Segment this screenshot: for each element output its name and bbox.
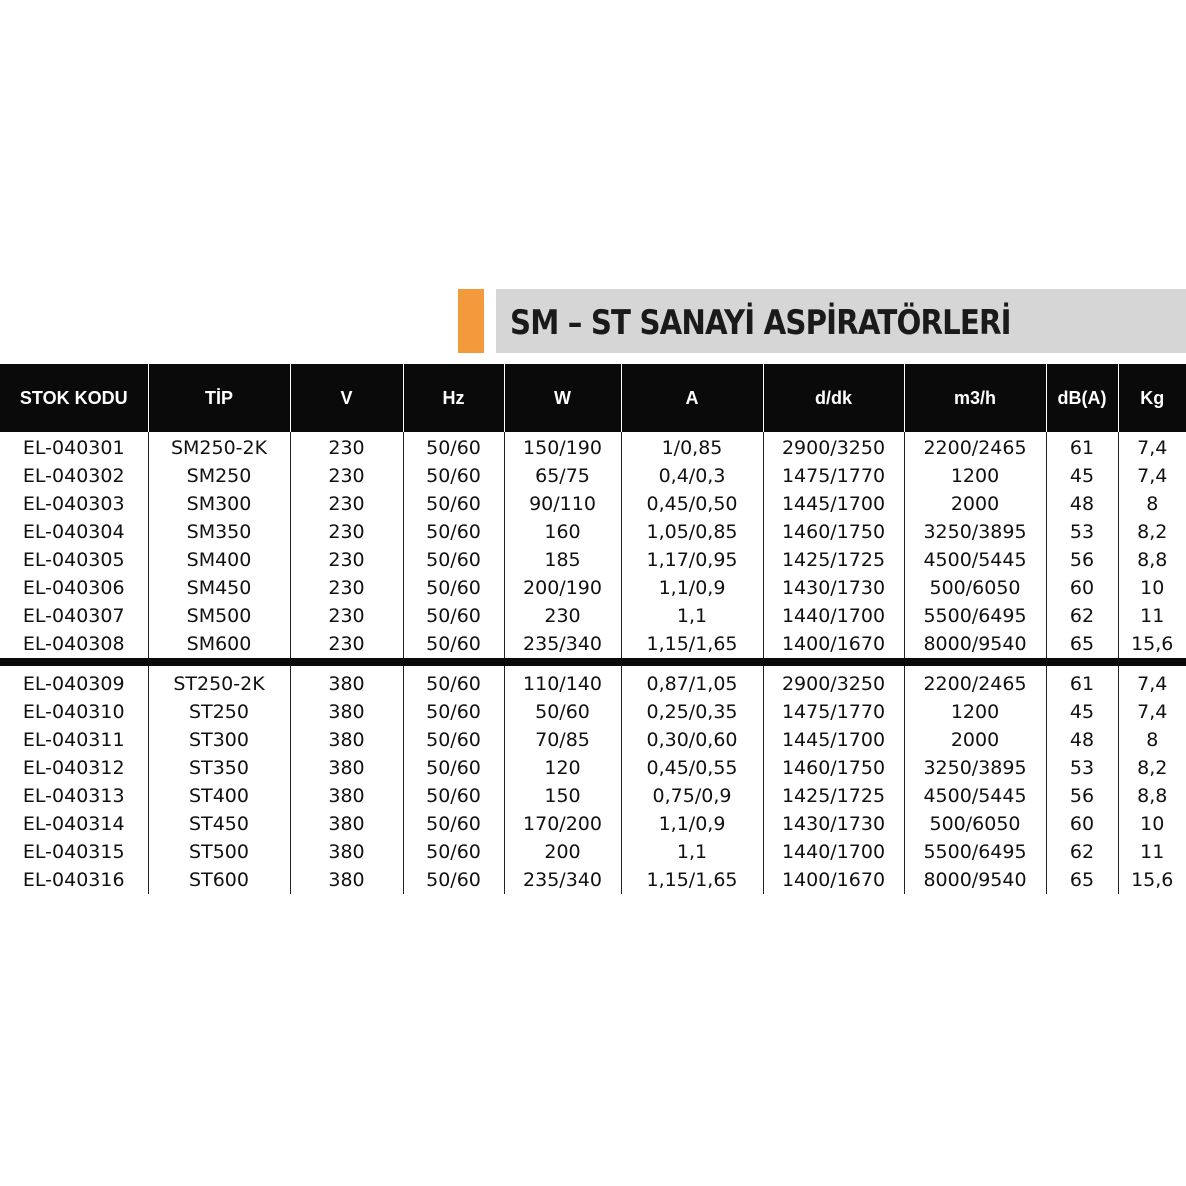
cell-power: 230 [504,602,621,630]
cell-frequency: 50/60 [403,602,504,630]
cell-power: 150/190 [504,432,621,462]
cell-weight: 10 [1118,810,1186,838]
cell-voltage: 230 [290,462,403,490]
column-header-rpm: d/dk [763,364,904,432]
cell-frequency: 50/60 [403,726,504,754]
cell-power: 160 [504,518,621,546]
cell-noise: 56 [1046,546,1118,574]
cell-airflow: 1200 [904,462,1046,490]
cell-voltage: 380 [290,754,403,782]
cell-type: ST250 [148,698,290,726]
cell-rpm: 1425/1725 [763,782,904,810]
cell-voltage: 230 [290,574,403,602]
cell-frequency: 50/60 [403,810,504,838]
cell-current: 1,05/0,85 [621,518,763,546]
cell-stock-code: EL-040316 [22,869,125,891]
cell-type: ST450 [148,810,290,838]
cell-current: 1,1/0,9 [621,574,763,602]
cell-type: SM300 [148,490,290,518]
cell-rpm: 1430/1730 [763,574,904,602]
cell-current: 1,17/0,95 [621,546,763,574]
cell-stock-code: EL-040307 [22,605,125,627]
cell-weight: 7,4 [1118,432,1186,462]
cell-current: 0,45/0,55 [621,754,763,782]
cell-current: 1,1 [621,838,763,866]
cell-voltage: 230 [290,546,403,574]
cell-current: 0,75/0,9 [621,782,763,810]
cell-airflow: 2000 [904,726,1046,754]
table-row [0,462,1186,490]
cell-stock-code: EL-040306 [22,577,125,599]
cell-type: ST250-2K [148,666,290,698]
product-spec-table [0,364,1186,894]
cell-airflow: 500/6050 [904,574,1046,602]
column-header-weight: Kg [1118,364,1186,432]
cell-power: 235/340 [504,630,621,658]
cell-rpm: 2900/3250 [763,432,904,462]
cell-noise: 45 [1046,462,1118,490]
cell-rpm: 1430/1730 [763,810,904,838]
cell-power: 50/60 [504,698,621,726]
cell-type: SM400 [148,546,290,574]
cell-voltage: 380 [290,838,403,866]
column-header-current: A [621,364,763,432]
cell-weight: 8 [1118,490,1186,518]
cell-type: ST300 [148,726,290,754]
cell-noise: 60 [1046,574,1118,602]
cell-stock-code: EL-040313 [22,785,125,807]
cell-voltage: 380 [290,810,403,838]
cell-power: 90/110 [504,490,621,518]
table-header-row [0,364,1186,432]
cell-power: 65/75 [504,462,621,490]
cell-noise: 65 [1046,866,1118,894]
cell-frequency: 50/60 [403,838,504,866]
table-row [0,838,1186,866]
cell-stock-code: EL-040315 [22,841,125,863]
cell-power: 200 [504,838,621,866]
group-divider-line [0,658,1186,666]
title-banner [496,289,1186,353]
column-header-type: TİP [148,364,290,432]
cell-airflow: 4500/5445 [904,546,1046,574]
cell-type: ST350 [148,754,290,782]
cell-stock-code: EL-040311 [22,729,125,751]
cell-power: 150 [504,782,621,810]
table-row [0,698,1186,726]
group-divider [0,658,1186,666]
cell-type: SM450 [148,574,290,602]
cell-frequency: 50/60 [403,754,504,782]
cell-noise: 65 [1046,630,1118,658]
cell-power: 70/85 [504,726,621,754]
table-row [0,782,1186,810]
cell-stock-code: EL-040314 [22,813,125,835]
cell-noise: 61 [1046,666,1118,698]
cell-airflow: 500/6050 [904,810,1046,838]
table-row [0,666,1186,698]
table-row [0,866,1186,894]
cell-airflow: 5500/6495 [904,602,1046,630]
cell-rpm: 1440/1700 [763,602,904,630]
cell-current: 1,15/1,65 [621,866,763,894]
cell-type: ST400 [148,782,290,810]
cell-rpm: 2900/3250 [763,666,904,698]
cell-power: 235/340 [504,866,621,894]
catalog-title-block [458,289,1186,353]
cell-stock-code: EL-040303 [22,493,125,515]
cell-current: 0,4/0,3 [621,462,763,490]
cell-airflow: 3250/3895 [904,754,1046,782]
cell-rpm: 1460/1750 [763,518,904,546]
cell-current: 1,15/1,65 [621,630,763,658]
cell-weight: 8,2 [1118,518,1186,546]
cell-current: 0,25/0,35 [621,698,763,726]
cell-airflow: 3250/3895 [904,518,1046,546]
cell-type: SM500 [148,602,290,630]
cell-type: SM350 [148,518,290,546]
column-header-frequency: Hz [403,364,504,432]
cell-weight: 7,4 [1118,666,1186,698]
table-row [0,754,1186,782]
column-header-airflow: m3/h [904,364,1046,432]
cell-power: 185 [504,546,621,574]
cell-airflow: 1200 [904,698,1046,726]
table-row [0,490,1186,518]
cell-current: 1,1/0,9 [621,810,763,838]
cell-rpm: 1445/1700 [763,726,904,754]
table-row [0,630,1186,658]
cell-weight: 8,8 [1118,546,1186,574]
cell-stock-code: EL-040304 [22,521,125,543]
cell-noise: 53 [1046,518,1118,546]
cell-noise: 48 [1046,726,1118,754]
cell-rpm: 1400/1670 [763,866,904,894]
title-accent-bar [458,289,484,353]
column-header-noise: dB(A) [1046,364,1118,432]
cell-rpm: 1475/1770 [763,698,904,726]
cell-airflow: 5500/6495 [904,838,1046,866]
cell-current: 0,87/1,05 [621,666,763,698]
cell-airflow: 8000/9540 [904,630,1046,658]
cell-airflow: 2000 [904,490,1046,518]
cell-stock-code: EL-040305 [22,549,125,571]
table-row [0,602,1186,630]
cell-noise: 48 [1046,490,1118,518]
cell-noise: 56 [1046,782,1118,810]
cell-voltage: 230 [290,518,403,546]
cell-voltage: 230 [290,602,403,630]
cell-frequency: 50/60 [403,666,504,698]
table-body [0,432,1186,894]
cell-current: 1,1 [621,602,763,630]
cell-noise: 61 [1046,432,1118,462]
table-row [0,518,1186,546]
cell-noise: 62 [1046,602,1118,630]
cell-airflow: 8000/9540 [904,866,1046,894]
cell-power: 110/140 [504,666,621,698]
cell-noise: 62 [1046,838,1118,866]
cell-rpm: 1425/1725 [763,546,904,574]
cell-airflow: 4500/5445 [904,782,1046,810]
cell-stock-code: EL-040302 [22,465,125,487]
cell-voltage: 380 [290,726,403,754]
table-row [0,432,1186,462]
cell-rpm: 1475/1770 [763,462,904,490]
cell-weight: 10 [1118,574,1186,602]
cell-weight: 11 [1118,602,1186,630]
cell-current: 0,30/0,60 [621,726,763,754]
cell-weight: 8,8 [1118,782,1186,810]
cell-frequency: 50/60 [403,432,504,462]
cell-stock-code: EL-040308 [22,633,125,655]
cell-weight: 7,4 [1118,698,1186,726]
column-header-stock-code: STOK KODU [0,364,148,432]
cell-rpm: 1440/1700 [763,838,904,866]
cell-stock-code: EL-040301 [22,437,125,459]
cell-voltage: 230 [290,630,403,658]
cell-power: 200/190 [504,574,621,602]
cell-type: SM600 [148,630,290,658]
cell-noise: 45 [1046,698,1118,726]
cell-frequency: 50/60 [403,698,504,726]
cell-voltage: 380 [290,698,403,726]
cell-type: ST600 [148,866,290,894]
cell-stock-code: EL-040309 [22,673,125,695]
cell-frequency: 50/60 [403,546,504,574]
cell-type: SM250-2K [148,432,290,462]
cell-type: SM250 [148,462,290,490]
column-header-voltage: V [290,364,403,432]
cell-current: 1/0,85 [621,432,763,462]
cell-frequency: 50/60 [403,866,504,894]
cell-weight: 11 [1118,838,1186,866]
cell-weight: 7,4 [1118,462,1186,490]
cell-weight: 8,2 [1118,754,1186,782]
cell-airflow: 2200/2465 [904,666,1046,698]
cell-current: 0,45/0,50 [621,490,763,518]
cell-type: ST500 [148,838,290,866]
table-row [0,810,1186,838]
cell-rpm: 1445/1700 [763,490,904,518]
column-header-power: W [504,364,621,432]
cell-stock-code: EL-040312 [22,757,125,779]
cell-weight: 15,6 [1118,866,1186,894]
cell-voltage: 380 [290,866,403,894]
cell-frequency: 50/60 [403,574,504,602]
cell-frequency: 50/60 [403,462,504,490]
cell-frequency: 50/60 [403,782,504,810]
cell-voltage: 230 [290,490,403,518]
cell-rpm: 1460/1750 [763,754,904,782]
cell-rpm: 1400/1670 [763,630,904,658]
cell-frequency: 50/60 [403,630,504,658]
cell-noise: 60 [1046,810,1118,838]
cell-weight: 8 [1118,726,1186,754]
cell-stock-code: EL-040310 [22,701,125,723]
table-row [0,574,1186,602]
table-row [0,726,1186,754]
cell-noise: 53 [1046,754,1118,782]
cell-frequency: 50/60 [403,490,504,518]
cell-frequency: 50/60 [403,518,504,546]
table-row [0,546,1186,574]
cell-airflow: 2200/2465 [904,432,1046,462]
cell-voltage: 380 [290,666,403,698]
page-title: SM – ST SANAYİ ASPİRATÖRLERİ [510,303,1011,343]
cell-power: 120 [504,754,621,782]
cell-power: 170/200 [504,810,621,838]
cell-voltage: 230 [290,432,403,462]
cell-voltage: 380 [290,782,403,810]
cell-weight: 15,6 [1118,630,1186,658]
